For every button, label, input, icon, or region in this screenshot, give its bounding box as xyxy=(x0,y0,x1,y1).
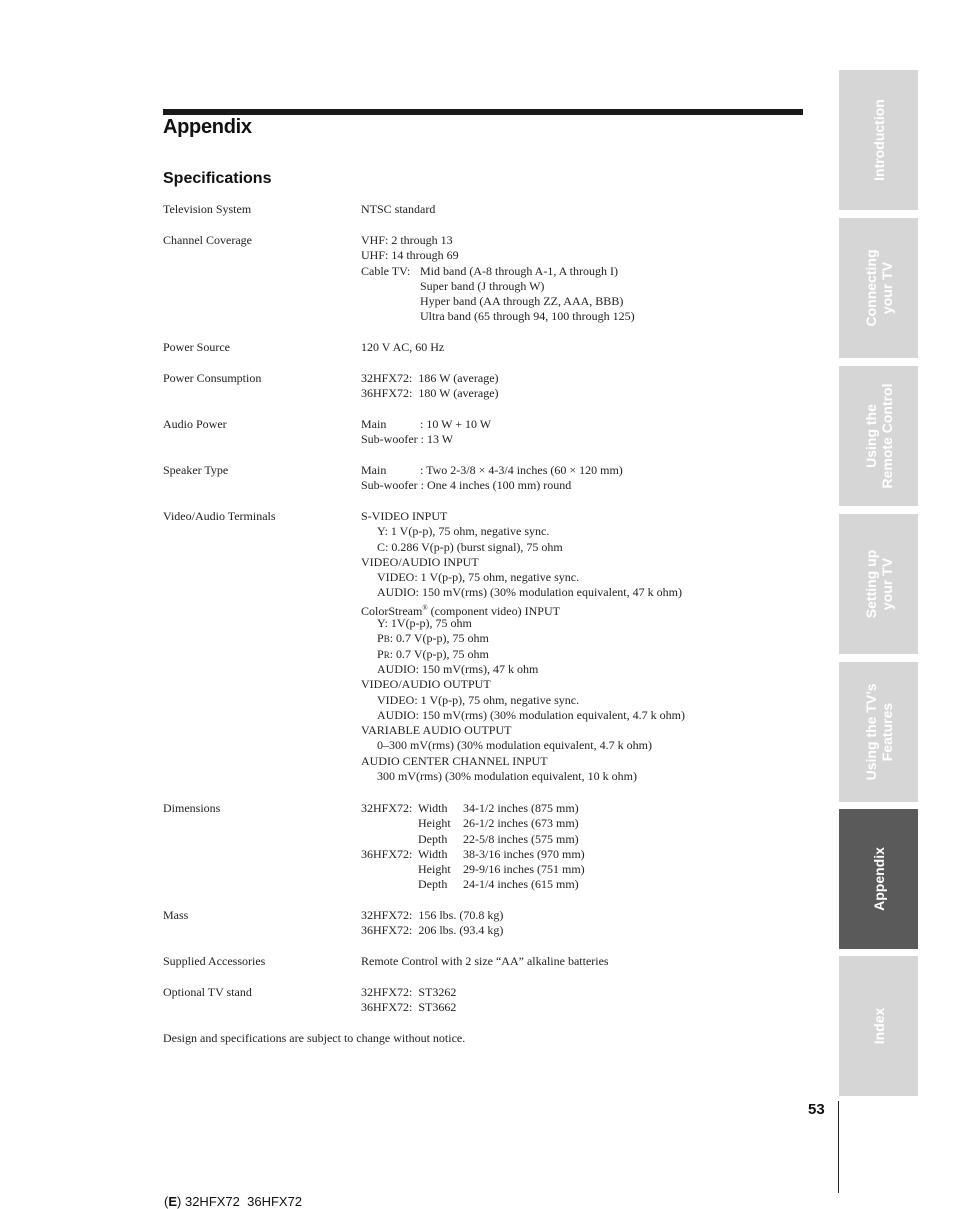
page-title: Appendix xyxy=(163,116,252,138)
spec-label-power-source: Power Source xyxy=(163,340,230,354)
spec-label-power-consumption: Power Consumption xyxy=(163,371,262,385)
tab-setting-up[interactable]: Setting up your TV xyxy=(839,514,918,654)
heading-rule xyxy=(163,109,803,115)
tab-features[interactable]: Using the TV’s Features xyxy=(839,662,918,802)
spec-label-dimensions: Dimensions xyxy=(163,801,221,815)
spec-value-dimensions: 32HFX72: Width 34-1/2 inches (875 mm) Height 26-1/2 inches (673 mm) Depth 22-5/8 inches (575 mm) 36HFX72: Width 38-3/16 inches (970 mm) Height 29-9/16 inches (751 mm) Depth 24-1/4 inches (615 mm) xyxy=(361,801,585,892)
tab-connecting[interactable]: Connecting your TV xyxy=(839,218,918,358)
disclaimer-note: Design and specifications are subject to change without notice. xyxy=(163,1031,466,1045)
spec-value-channel: VHF: 2 through 13 UHF: 14 through 69 Cable TV: Mid band (A-8 through A-1, A through I) Super band (J through W) Hyper band (AA through ZZ, AAA, BBB) Ultra band (65 through 94, 100 through 125) xyxy=(361,233,635,324)
spec-value-speaker-type: Main : Two 2-3/8 × 4-3/4 inches (60 × 120 mm) Sub-woofer : One 4 inches (100 mm) round xyxy=(361,463,623,493)
tab-index[interactable]: Index xyxy=(839,956,918,1096)
spec-value-audio-power: Main : 10 W + 10 W Sub-woofer : 13 W xyxy=(361,417,492,447)
tab-introduction[interactable]: Introduction xyxy=(839,70,918,210)
spec-label-stand: Optional TV stand xyxy=(163,985,252,999)
page-number: 53 xyxy=(808,1101,825,1118)
spec-label-channel: Channel Coverage xyxy=(163,233,252,247)
footer-models: (E) 32HFX72 36HFX72 xyxy=(164,1194,303,1209)
spec-label-terminals: Video/Audio Terminals xyxy=(163,509,276,523)
spec-value-power-source: 120 V AC, 60 Hz xyxy=(361,340,445,354)
tab-appendix[interactable]: Appendix xyxy=(839,809,918,949)
spec-label-accessories: Supplied Accessories xyxy=(163,954,266,968)
spec-label-audio-power: Audio Power xyxy=(163,417,227,431)
tab-using-remote[interactable]: Using the Remote Control xyxy=(839,366,918,506)
spec-value-terminals: S-VIDEO INPUT Y: 1 V(p-p), 75 ohm, negative sync. C: 0.286 V(p-p) (burst signal), 75 ohm VIDEO/AUDIO INPUT VIDEO: 1 V(p-p), 75 ohm, negative sync. AUDIO: 150 mV(rms) (30% modulation equivalent, 47 k ohm) ColorStream® (component video) INPUT Y: 1V(p-p), 75 ohm PB: 0.7 V(p-p), 75 ohm PR: 0.7 V(p-p), 75 ohm AUDIO: 150 mV(rms), 47 k ohm VIDEO/AUDIO OUTPUT VIDEO: 1 V(p-p), 75 ohm, negative sync. AUDIO: 150 mV(rms) (30% modulation equivalent, 4.7 k ohm) VARIABLE AUDIO OUTPUT 0–300 mV(rms) (30% modulation equivalent, 4.7 k ohm) AUDIO CENTER CHANNEL INPUT 300 mV(rms) (30% modulation equivalent, 10 k ohm) xyxy=(361,509,685,784)
section-title: Specifications xyxy=(163,170,272,187)
spec-value-stand: 32HFX72: ST3262 36HFX72: ST3662 xyxy=(361,985,457,1015)
spec-value-accessories: Remote Control with 2 size “AA” alkaline batteries xyxy=(361,954,609,968)
spec-value-tv-system: NTSC standard xyxy=(361,202,436,216)
spec-value-mass: 32HFX72: 156 lbs. (70.8 kg) 36HFX72: 206 lbs. (93.4 kg) xyxy=(361,908,504,938)
spec-value-power-consumption: 32HFX72: 186 W (average) 36HFX72: 180 W (average) xyxy=(361,371,499,401)
spec-label-tv-system: Television System xyxy=(163,202,252,216)
page-number-rule xyxy=(838,1101,839,1193)
spec-label-speaker-type: Speaker Type xyxy=(163,463,229,477)
spec-label-mass: Mass xyxy=(163,908,189,922)
